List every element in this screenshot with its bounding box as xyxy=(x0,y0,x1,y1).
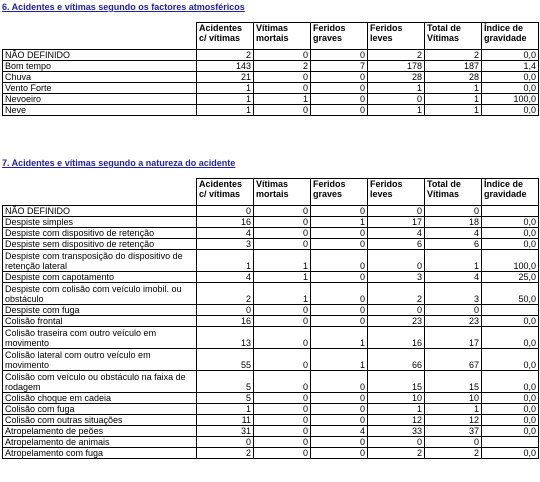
table-row xyxy=(3,415,539,426)
serious-injuries-cell: 1 xyxy=(311,217,368,228)
header-severity-index: Índice de gravidade xyxy=(482,179,539,206)
table-row xyxy=(3,283,539,305)
minor-injuries-cell: 0 xyxy=(368,206,425,217)
header-serious-injuries: Feridos graves xyxy=(311,179,368,206)
total-victims-cell: 1 xyxy=(425,404,482,415)
accidents-cell: 2 xyxy=(197,448,254,459)
table-row xyxy=(3,94,539,105)
row-label: Despiste com transposição do dispositivo de retenção lateral xyxy=(3,250,197,272)
minor-injuries-cell: 1 xyxy=(368,83,425,94)
accidents-cell: 16 xyxy=(197,217,254,228)
total-victims-cell: 1 xyxy=(425,105,482,116)
serious-injuries-cell: 0 xyxy=(311,415,368,426)
total-victims-cell: 23 xyxy=(425,316,482,327)
severity-index-cell: 0,0 xyxy=(482,393,539,404)
severity-index-cell: 0,0 xyxy=(482,228,539,239)
minor-injuries-cell: 16 xyxy=(368,327,425,349)
severity-index-cell xyxy=(482,305,539,316)
header-severity-index: Índice de gravidade xyxy=(482,23,539,50)
severity-index-cell xyxy=(482,437,539,448)
table-row xyxy=(3,72,539,83)
severity-index-cell: 100,0 xyxy=(482,94,539,105)
accidents-cell: 5 xyxy=(197,371,254,393)
total-victims-cell: 18 xyxy=(425,217,482,228)
table-row xyxy=(3,250,539,272)
minor-injuries-cell: 1 xyxy=(368,404,425,415)
accidents-cell: 4 xyxy=(197,228,254,239)
accidents-cell: 13 xyxy=(197,327,254,349)
serious-injuries-cell: 0 xyxy=(311,250,368,272)
accidents-cell: 31 xyxy=(197,426,254,437)
accidents-cell: 5 xyxy=(197,393,254,404)
minor-injuries-cell: 33 xyxy=(368,426,425,437)
table-row xyxy=(3,437,539,448)
accidents-cell: 1 xyxy=(197,83,254,94)
total-victims-cell: 15 xyxy=(425,371,482,393)
severity-index-cell: 0,0 xyxy=(482,371,539,393)
severity-index-cell xyxy=(482,206,539,217)
deaths-cell: 0 xyxy=(254,415,311,426)
deaths-cell: 0 xyxy=(254,349,311,371)
accidents-cell: 11 xyxy=(197,415,254,426)
accidents-cell: 3 xyxy=(197,239,254,250)
deaths-cell: 0 xyxy=(254,404,311,415)
row-label: Colisão traseira com outro veículo em movimento xyxy=(3,327,197,349)
table-row xyxy=(3,316,539,327)
total-victims-cell: 2 xyxy=(425,50,482,61)
severity-index-cell: 25,0 xyxy=(482,272,539,283)
serious-injuries-cell: 0 xyxy=(311,272,368,283)
table-row xyxy=(3,305,539,316)
total-victims-cell: 1 xyxy=(425,83,482,94)
header-minor-injuries: Feridos leves xyxy=(368,179,425,206)
total-victims-cell: 3 xyxy=(425,283,482,305)
total-victims-cell: 187 xyxy=(425,61,482,72)
serious-injuries-cell: 4 xyxy=(311,426,368,437)
serious-injuries-cell: 0 xyxy=(311,305,368,316)
table-row xyxy=(3,228,539,239)
row-label: Despiste com fuga xyxy=(3,305,197,316)
header-deaths: Vítimas mortais xyxy=(254,23,311,50)
minor-injuries-cell: 0 xyxy=(368,250,425,272)
deaths-cell: 0 xyxy=(254,426,311,437)
minor-injuries-cell: 3 xyxy=(368,272,425,283)
row-label: Chuva xyxy=(3,72,197,83)
total-victims-cell: 1 xyxy=(425,250,482,272)
total-victims-cell: 0 xyxy=(425,206,482,217)
serious-injuries-cell: 0 xyxy=(311,206,368,217)
severity-index-cell: 0,0 xyxy=(482,404,539,415)
severity-index-cell: 0,0 xyxy=(482,72,539,83)
deaths-cell: 1 xyxy=(254,250,311,272)
serious-injuries-cell: 0 xyxy=(311,228,368,239)
deaths-cell: 0 xyxy=(254,217,311,228)
row-label: Colisão com outras situações xyxy=(3,415,197,426)
row-label: Colisão frontal xyxy=(3,316,197,327)
deaths-cell: 0 xyxy=(254,50,311,61)
total-victims-cell: 0 xyxy=(425,305,482,316)
row-label: Despiste com dispositivo de retenção xyxy=(3,228,197,239)
severity-index-cell: 0,0 xyxy=(482,349,539,371)
header-total-victims: Total de Vítimas xyxy=(425,23,482,50)
minor-injuries-cell: 0 xyxy=(368,94,425,105)
minor-injuries-cell: 1 xyxy=(368,105,425,116)
minor-injuries-cell: 17 xyxy=(368,217,425,228)
minor-injuries-cell: 2 xyxy=(368,448,425,459)
accidents-cell: 1 xyxy=(197,404,254,415)
deaths-cell: 0 xyxy=(254,206,311,217)
severity-index-cell: 0,0 xyxy=(482,327,539,349)
total-victims-cell: 0 xyxy=(425,437,482,448)
severity-index-cell: 0,0 xyxy=(482,426,539,437)
section-title-accident-nature: 7. Acidentes e vítimas segundo a natureza do acidente xyxy=(2,158,236,168)
minor-injuries-cell: 66 xyxy=(368,349,425,371)
header-deaths: Vítimas mortais xyxy=(254,179,311,206)
serious-injuries-cell: 0 xyxy=(311,239,368,250)
severity-index-cell: 50,0 xyxy=(482,283,539,305)
total-victims-cell: 10 xyxy=(425,393,482,404)
row-label: Despiste com capotamento xyxy=(3,272,197,283)
severity-index-cell: 0,0 xyxy=(482,50,539,61)
deaths-cell: 1 xyxy=(254,283,311,305)
row-label: Atropelamento de animais xyxy=(3,437,197,448)
row-label: Colisão com fuga xyxy=(3,404,197,415)
deaths-cell: 1 xyxy=(254,272,311,283)
row-label: Colisão com veículo ou obstáculo na faixa de rodagem xyxy=(3,371,197,393)
header-serious-injuries: Feridos graves xyxy=(311,23,368,50)
header-blank xyxy=(3,23,197,50)
severity-index-cell: 100,0 xyxy=(482,250,539,272)
accidents-cell: 4 xyxy=(197,272,254,283)
deaths-cell: 0 xyxy=(254,437,311,448)
serious-injuries-cell: 0 xyxy=(311,316,368,327)
minor-injuries-cell: 2 xyxy=(368,283,425,305)
minor-injuries-cell: 6 xyxy=(368,239,425,250)
total-victims-cell: 4 xyxy=(425,228,482,239)
deaths-cell: 0 xyxy=(254,448,311,459)
serious-injuries-cell: 0 xyxy=(311,72,368,83)
serious-injuries-cell: 0 xyxy=(311,283,368,305)
severity-index-cell: 0,0 xyxy=(482,448,539,459)
severity-index-cell: 0,0 xyxy=(482,217,539,228)
table-row xyxy=(3,272,539,283)
table-row xyxy=(3,50,539,61)
minor-injuries-cell: 15 xyxy=(368,371,425,393)
deaths-cell: 0 xyxy=(254,371,311,393)
serious-injuries-cell: 1 xyxy=(311,327,368,349)
row-label: Nevoeiro xyxy=(3,94,197,105)
accidents-cell: 16 xyxy=(197,316,254,327)
minor-injuries-cell: 10 xyxy=(368,393,425,404)
row-label: NÃO DEFINIDO xyxy=(3,50,197,61)
total-victims-cell: 17 xyxy=(425,327,482,349)
minor-injuries-cell: 178 xyxy=(368,61,425,72)
table-row xyxy=(3,404,539,415)
table-row xyxy=(3,448,539,459)
total-victims-cell: 1 xyxy=(425,94,482,105)
header-total-victims: Total de Vítimas xyxy=(425,179,482,206)
row-label: Neve xyxy=(3,105,197,116)
row-label: Colisão choque em cadeia xyxy=(3,393,197,404)
accidents-cell: 0 xyxy=(197,437,254,448)
row-label: Vento Forte xyxy=(3,83,197,94)
serious-injuries-cell: 0 xyxy=(311,50,368,61)
table-row xyxy=(3,371,539,393)
serious-injuries-cell: 0 xyxy=(311,94,368,105)
header-row xyxy=(3,179,539,206)
deaths-cell: 1 xyxy=(254,94,311,105)
total-victims-cell: 67 xyxy=(425,349,482,371)
table-row xyxy=(3,217,539,228)
minor-injuries-cell: 2 xyxy=(368,50,425,61)
header-accidents: Acidentes c/ vítimas xyxy=(197,23,254,50)
serious-injuries-cell: 0 xyxy=(311,371,368,393)
severity-index-cell: 0,0 xyxy=(482,239,539,250)
minor-injuries-cell: 28 xyxy=(368,72,425,83)
minor-injuries-cell: 0 xyxy=(368,305,425,316)
accidents-cell: 21 xyxy=(197,72,254,83)
deaths-cell: 0 xyxy=(254,316,311,327)
table-row xyxy=(3,426,539,437)
accidents-cell: 143 xyxy=(197,61,254,72)
minor-injuries-cell: 12 xyxy=(368,415,425,426)
row-label: Colisão lateral com outro veículo em movimento xyxy=(3,349,197,371)
row-label: Atropelamento com fuga xyxy=(3,448,197,459)
total-victims-cell: 37 xyxy=(425,426,482,437)
row-label: NÃO DEFINIDO xyxy=(3,206,197,217)
deaths-cell: 0 xyxy=(254,105,311,116)
serious-injuries-cell: 0 xyxy=(311,83,368,94)
serious-injuries-cell: 0 xyxy=(311,437,368,448)
serious-injuries-cell: 7 xyxy=(311,61,368,72)
accidents-cell: 0 xyxy=(197,206,254,217)
accidents-cell: 2 xyxy=(197,50,254,61)
total-victims-cell: 6 xyxy=(425,239,482,250)
serious-injuries-cell: 1 xyxy=(311,349,368,371)
row-label: Despiste com colisão com veículo imobil. ou obstáculo xyxy=(3,283,197,305)
row-label: Despiste simples xyxy=(3,217,197,228)
deaths-cell: 0 xyxy=(254,327,311,349)
row-label: Bom tempo xyxy=(3,61,197,72)
minor-injuries-cell: 0 xyxy=(368,437,425,448)
table-row xyxy=(3,239,539,250)
accidents-cell: 0 xyxy=(197,305,254,316)
serious-injuries-cell: 0 xyxy=(311,404,368,415)
table-row xyxy=(3,105,539,116)
severity-index-cell: 0,0 xyxy=(482,316,539,327)
table-row xyxy=(3,83,539,94)
total-victims-cell: 12 xyxy=(425,415,482,426)
deaths-cell: 0 xyxy=(254,239,311,250)
table-row xyxy=(3,206,539,217)
table-row xyxy=(3,61,539,72)
serious-injuries-cell: 0 xyxy=(311,448,368,459)
severity-index-cell: 0,0 xyxy=(482,105,539,116)
table-row xyxy=(3,349,539,371)
table-atmospheric-factors xyxy=(2,22,539,116)
header-accidents: Acidentes c/ vítimas xyxy=(197,179,254,206)
deaths-cell: 0 xyxy=(254,305,311,316)
serious-injuries-cell: 0 xyxy=(311,105,368,116)
header-minor-injuries: Feridos leves xyxy=(368,23,425,50)
minor-injuries-cell: 4 xyxy=(368,228,425,239)
total-victims-cell: 28 xyxy=(425,72,482,83)
table-row xyxy=(3,327,539,349)
deaths-cell: 0 xyxy=(254,72,311,83)
total-victims-cell: 2 xyxy=(425,448,482,459)
accidents-cell: 55 xyxy=(197,349,254,371)
table-row xyxy=(3,393,539,404)
severity-index-cell: 1,4 xyxy=(482,61,539,72)
deaths-cell: 0 xyxy=(254,83,311,94)
section-title-atmospheric-factors: 6. Acidentes e vítimas segundo os factores atmosféricos xyxy=(2,2,245,12)
severity-index-cell: 0,0 xyxy=(482,415,539,426)
accidents-cell: 1 xyxy=(197,94,254,105)
serious-injuries-cell: 0 xyxy=(311,393,368,404)
deaths-cell: 0 xyxy=(254,228,311,239)
deaths-cell: 2 xyxy=(254,61,311,72)
accidents-cell: 2 xyxy=(197,283,254,305)
accidents-cell: 1 xyxy=(197,250,254,272)
row-label: Despiste sem dispositivo de retenção xyxy=(3,239,197,250)
row-label: Atropelamento de peões xyxy=(3,426,197,437)
table-accident-nature xyxy=(2,178,539,459)
severity-index-cell: 0,0 xyxy=(482,83,539,94)
header-blank xyxy=(3,179,197,206)
deaths-cell: 0 xyxy=(254,393,311,404)
accidents-cell: 1 xyxy=(197,105,254,116)
minor-injuries-cell: 23 xyxy=(368,316,425,327)
total-victims-cell: 4 xyxy=(425,272,482,283)
header-row xyxy=(3,23,539,50)
